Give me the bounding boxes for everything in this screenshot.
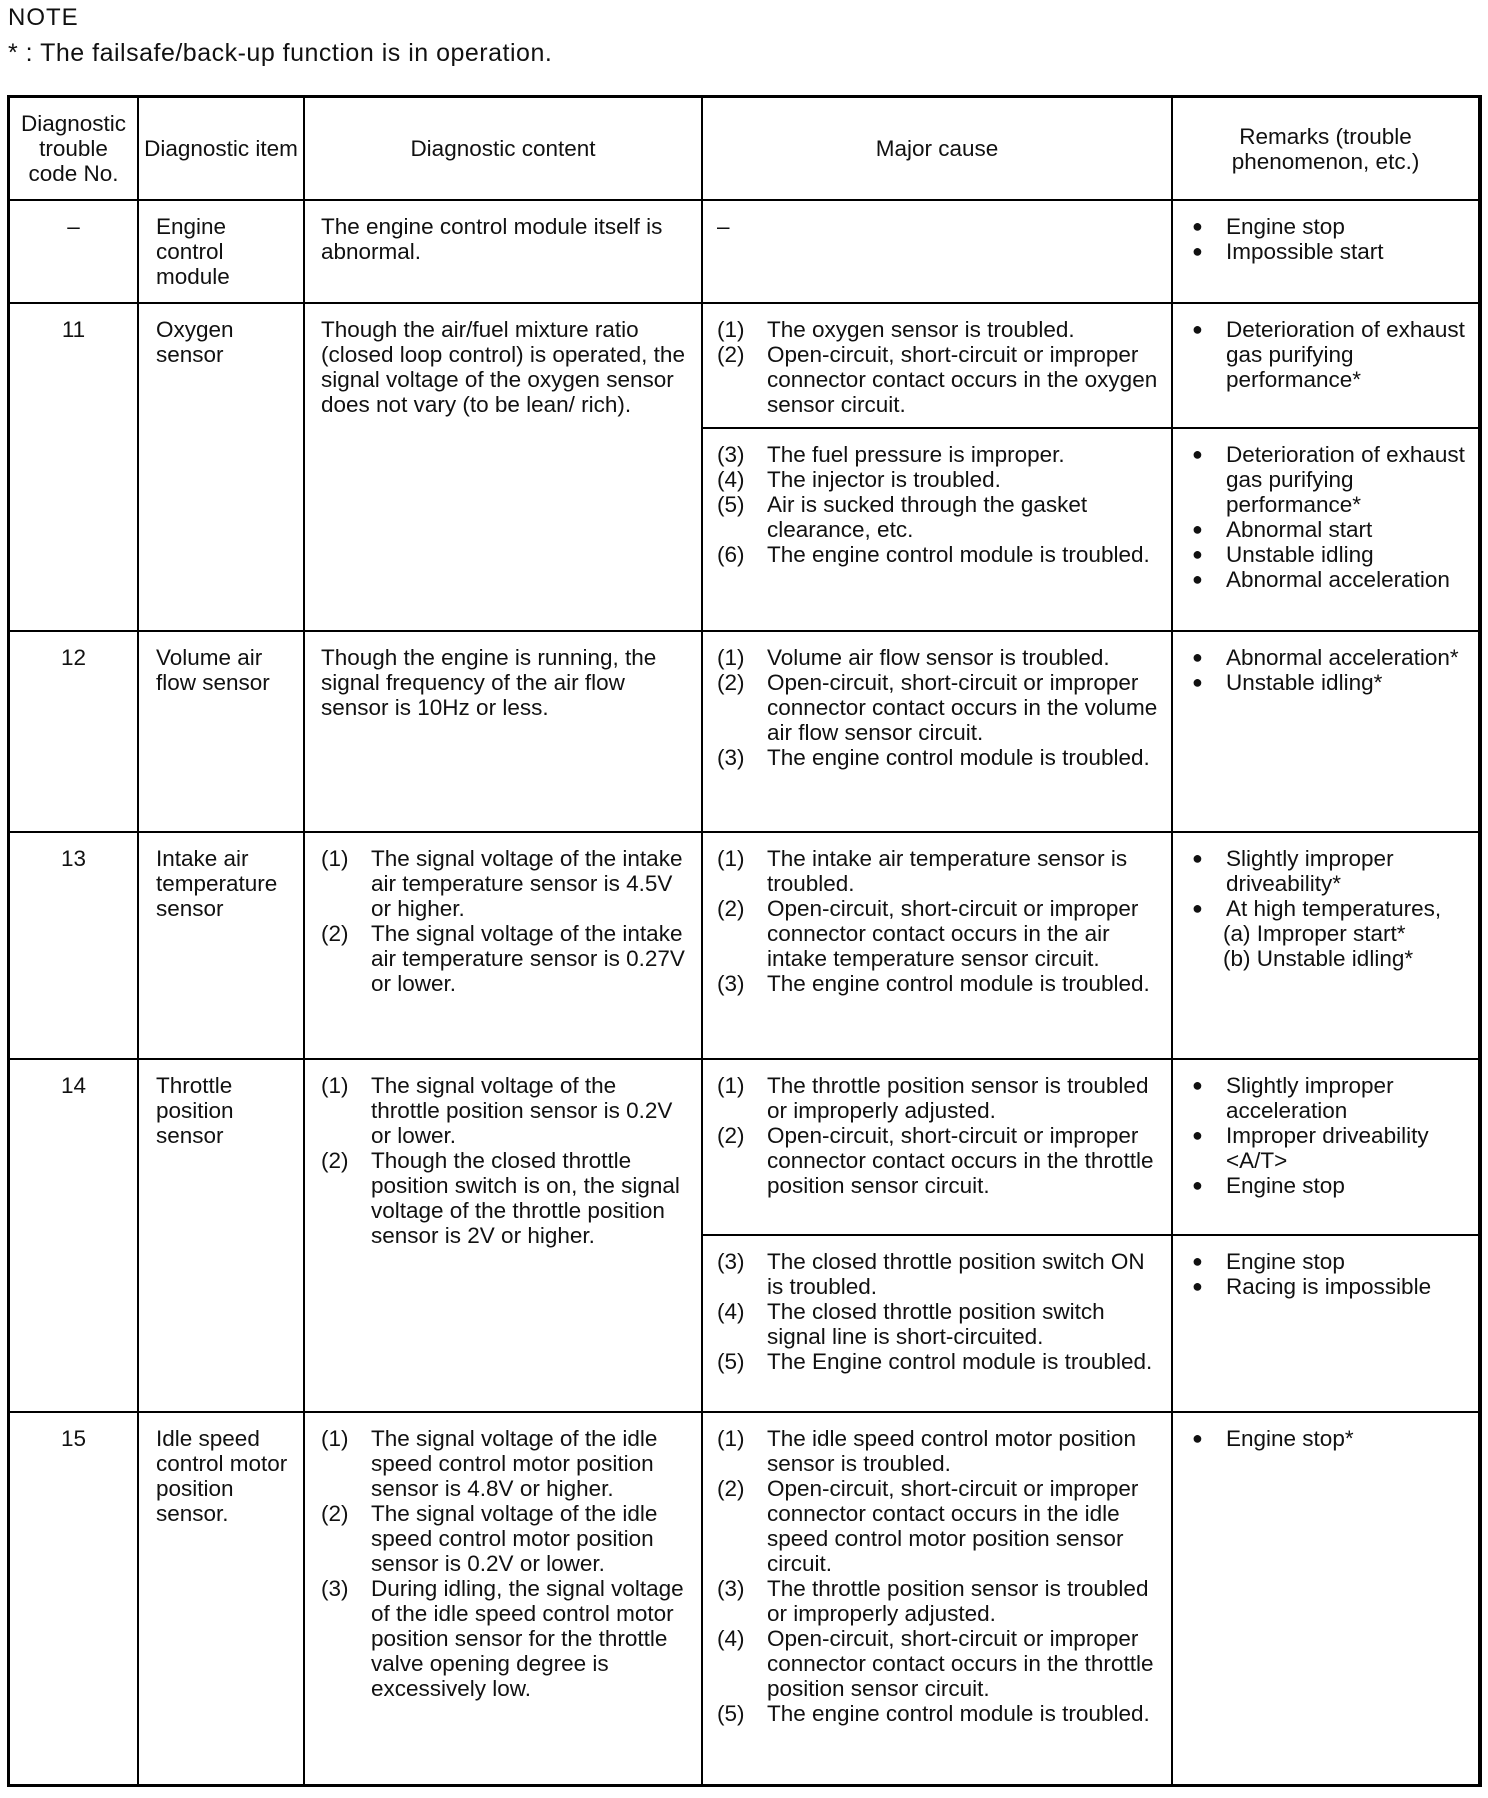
bullet-item	[1189, 1073, 1468, 1123]
numbered-item	[717, 745, 1161, 770]
bullet-item	[1189, 1426, 1468, 1451]
numbered-item	[717, 442, 1161, 467]
item-text: Deterioration of exhaust gas purifying performance*	[1226, 442, 1465, 517]
numbered-item	[717, 670, 1161, 745]
bullet-item	[1189, 645, 1468, 670]
content-cell: Though the air/fuel mixture ratio (closed loop control) is operated, the signal voltage of the oxygen sensor does not vary (to be lean/ rich).	[304, 303, 702, 631]
bullet-item	[1189, 896, 1468, 921]
item-text: The signal voltage of the intake air temperature sensor is 0.27V or lower.	[371, 921, 685, 996]
item-text: The throttle position sensor is troubled or improperly adjusted.	[767, 1576, 1149, 1626]
item-text: Impossible start	[1226, 239, 1384, 264]
bullet-icon: ●	[1192, 1175, 1203, 1195]
item-text: The signal voltage of the throttle position sensor is 0.2V or lower.	[371, 1073, 673, 1148]
item-text: Unstable idling*	[1226, 670, 1383, 695]
remarks-cell	[1172, 200, 1478, 303]
item-text: The idle speed control motor position sensor is troubled.	[767, 1426, 1136, 1476]
numbered-item	[717, 1123, 1161, 1198]
numbered-item	[321, 1073, 689, 1148]
item-text: The fuel pressure is improper.	[767, 442, 1065, 467]
item-text: At high temperatures,	[1226, 896, 1442, 921]
content-cell: The engine control module itself is abnormal.	[304, 200, 702, 303]
item-text: The closed throttle position switch signal line is short-circuited.	[767, 1299, 1105, 1349]
bullet-item	[1189, 567, 1468, 592]
numbered-item	[717, 467, 1161, 492]
item-cell: Engine control module	[138, 200, 304, 303]
bullet-icon: ●	[1192, 216, 1203, 236]
numbered-item	[717, 1576, 1161, 1626]
table-header-row	[10, 98, 1478, 200]
item-text: Abnormal start	[1226, 517, 1373, 542]
table-row	[10, 832, 1478, 1059]
item-number: (3)	[321, 1576, 349, 1601]
table-row	[10, 1412, 1478, 1787]
bullet-icon: ●	[1192, 241, 1203, 261]
cause-cell	[702, 832, 1172, 1059]
numbered-item	[717, 1349, 1161, 1374]
bullet-item	[1189, 1123, 1468, 1173]
item-cell: Throttle position sensor	[138, 1059, 304, 1412]
item-number: (1)	[321, 1073, 349, 1098]
numbered-item	[717, 1299, 1161, 1349]
item-text: The signal voltage of the idle speed control motor position sensor is 0.2V or lower.	[371, 1501, 658, 1576]
item-text: The closed throttle position switch ON is troubled.	[767, 1249, 1145, 1299]
item-number: (1)	[717, 1426, 745, 1451]
item-text: Abnormal acceleration*	[1226, 645, 1459, 670]
remarks-sub-item: (a) Improper start*	[1223, 921, 1406, 946]
bullet-item	[1189, 442, 1468, 517]
numbered-item	[717, 1701, 1161, 1726]
bullet-icon: ●	[1192, 519, 1203, 539]
item-number: (2)	[717, 1123, 745, 1148]
bullet-item	[1189, 1274, 1468, 1299]
bullet-item	[1189, 214, 1468, 239]
item-text: Open-circuit, short-circuit or improper connector contact occurs in the throttle position sensor circuit.	[767, 1626, 1154, 1701]
remarks-cell	[1172, 1059, 1478, 1235]
bullet-item	[1189, 317, 1468, 392]
item-text: Open-circuit, short-circuit or improper connector contact occurs in the idle speed control motor position sensor circuit.	[767, 1476, 1139, 1576]
item-text: Abnormal acceleration	[1226, 567, 1450, 592]
bullet-icon: ●	[1192, 444, 1203, 464]
item-number: (5)	[717, 1349, 745, 1374]
item-text: The signal voltage of the idle speed control motor position sensor is 4.8V or higher.	[371, 1426, 658, 1501]
numbered-item	[321, 921, 689, 996]
item-number: (3)	[717, 971, 745, 996]
item-text: Deterioration of exhaust gas purifying performance*	[1226, 317, 1465, 392]
numbered-item	[717, 492, 1161, 542]
remarks-cell	[1172, 1235, 1478, 1412]
bullet-icon: ●	[1192, 544, 1203, 564]
item-number: (4)	[717, 467, 745, 492]
item-text: The throttle position sensor is troubled or improperly adjusted.	[767, 1073, 1149, 1123]
header-code: Diagnostic trouble code No.	[10, 98, 138, 200]
item-text: Open-circuit, short-circuit or improper connector contact occurs in the oxygen sensor circuit.	[767, 342, 1158, 417]
item-text: The Engine control module is troubled.	[767, 1349, 1153, 1374]
bullet-icon: ●	[1192, 1075, 1203, 1095]
remarks-cell	[1172, 631, 1478, 832]
cause-cell	[702, 1412, 1172, 1787]
numbered-item	[717, 1249, 1161, 1299]
item-number: (6)	[717, 542, 745, 567]
numbered-item	[717, 971, 1161, 996]
bullet-icon: ●	[1192, 1125, 1203, 1145]
code-cell: 14	[10, 1059, 138, 1412]
item-number: (1)	[321, 1426, 349, 1451]
bullet-item	[1189, 670, 1468, 695]
cause-cell	[702, 303, 1172, 428]
code-cell: –	[10, 200, 138, 303]
note-block	[8, 4, 552, 68]
item-number: (4)	[717, 1626, 745, 1651]
cause-cell	[702, 1059, 1172, 1235]
content-cell	[304, 1059, 702, 1412]
remarks-cell	[1172, 832, 1478, 1059]
item-text: Air is sucked through the gasket clearance, etc.	[767, 492, 1088, 542]
numbered-item	[717, 317, 1161, 342]
bullet-item	[1189, 1173, 1468, 1198]
item-text: Open-circuit, short-circuit or improper connector contact occurs in the air intake temperature sensor circuit.	[767, 896, 1139, 971]
numbered-item	[321, 1576, 689, 1701]
item-number: (3)	[717, 1576, 745, 1601]
item-number: (2)	[321, 921, 349, 946]
code-cell: 15	[10, 1412, 138, 1787]
item-text: Open-circuit, short-circuit or improper connector contact occurs in the throttle position sensor circuit.	[767, 1123, 1154, 1198]
table-row	[10, 631, 1478, 832]
item-number: (2)	[717, 896, 745, 921]
item-text: Slightly improper driveability*	[1226, 846, 1394, 896]
item-text: Volume air flow sensor is troubled.	[767, 645, 1110, 670]
item-text: Open-circuit, short-circuit or improper connector contact occurs in the volume air flow sensor circuit.	[767, 670, 1158, 745]
item-number: (1)	[717, 846, 745, 871]
numbered-item	[717, 1073, 1161, 1123]
bullet-item	[1189, 542, 1468, 567]
note-title: NOTE	[8, 4, 79, 31]
item-text: Unstable idling	[1226, 542, 1374, 567]
table-row	[10, 200, 1478, 303]
numbered-item	[717, 342, 1161, 417]
diagnostic-table	[10, 98, 1478, 1787]
bullet-icon: ●	[1192, 898, 1203, 918]
header-item: Diagnostic item	[138, 98, 304, 200]
numbered-item	[717, 542, 1161, 567]
remarks-cell	[1172, 1412, 1478, 1787]
item-number: (3)	[717, 442, 745, 467]
header-content: Diagnostic content	[304, 98, 702, 200]
item-text: Engine stop	[1226, 1173, 1345, 1198]
item-cell: Intake air temperature sensor	[138, 832, 304, 1059]
note-text: * : The failsafe/back-up function is in operation.	[8, 39, 553, 67]
remarks-cell	[1172, 303, 1478, 428]
cause-cell: –	[702, 200, 1172, 303]
numbered-item	[321, 846, 689, 921]
numbered-item	[717, 645, 1161, 670]
item-number: (2)	[321, 1148, 349, 1173]
item-number: (2)	[717, 670, 745, 695]
cause-cell	[702, 428, 1172, 631]
bullet-icon: ●	[1192, 647, 1203, 667]
item-number: (1)	[717, 1073, 745, 1098]
content-cell	[304, 832, 702, 1059]
item-number: (5)	[717, 1701, 745, 1726]
item-text: Racing is impossible	[1226, 1274, 1432, 1299]
code-cell: 13	[10, 832, 138, 1059]
table-row	[10, 1059, 1478, 1235]
numbered-item	[717, 1476, 1161, 1576]
item-text: Slightly improper acceleration	[1226, 1073, 1394, 1123]
item-text: The engine control module is troubled.	[767, 971, 1150, 996]
numbered-item	[321, 1426, 689, 1501]
table-row	[10, 303, 1478, 428]
item-text: The injector is troubled.	[767, 467, 1001, 492]
item-text: The oxygen sensor is troubled.	[767, 317, 1075, 342]
item-number: (3)	[717, 1249, 745, 1274]
item-number: (1)	[717, 317, 745, 342]
item-number: (1)	[717, 645, 745, 670]
item-cell: Oxygen sensor	[138, 303, 304, 631]
item-text: Improper driveability <A/T>	[1226, 1123, 1429, 1173]
remarks-cell	[1172, 428, 1478, 631]
bullet-icon: ●	[1192, 672, 1203, 692]
cause-cell	[702, 631, 1172, 832]
bullet-item	[1189, 239, 1468, 264]
item-text: The engine control module is troubled.	[767, 542, 1150, 567]
bullet-item	[1189, 1249, 1468, 1274]
item-text: The engine control module is troubled.	[767, 1701, 1150, 1726]
item-number: (1)	[321, 846, 349, 871]
item-text: Though the closed throttle position switch is on, the signal voltage of the throttle position sensor is 2V or higher.	[371, 1148, 680, 1248]
item-number: (2)	[717, 1476, 745, 1501]
bullet-icon: ●	[1192, 569, 1203, 589]
numbered-item	[321, 1501, 689, 1576]
bullet-icon: ●	[1192, 1428, 1203, 1448]
bullet-icon: ●	[1192, 848, 1203, 868]
item-number: (4)	[717, 1299, 745, 1324]
content-cell: Though the engine is running, the signal frequency of the air flow sensor is 10Hz or less.	[304, 631, 702, 832]
item-text: The signal voltage of the intake air temperature sensor is 4.5V or higher.	[371, 846, 683, 921]
item-cell: Idle speed control motor position sensor.	[138, 1412, 304, 1787]
item-text: Engine stop	[1226, 214, 1345, 239]
header-cause: Major cause	[702, 98, 1172, 200]
bullet-icon: ●	[1192, 319, 1203, 339]
item-number: (2)	[321, 1501, 349, 1526]
diagnostic-table-frame	[7, 95, 1482, 1787]
numbered-item	[717, 846, 1161, 896]
code-cell: 12	[10, 631, 138, 832]
bullet-icon: ●	[1192, 1276, 1203, 1296]
content-cell	[304, 1412, 702, 1787]
item-text: The engine control module is troubled.	[767, 745, 1150, 770]
item-text: The intake air temperature sensor is troubled.	[767, 846, 1128, 896]
remarks-sub-item: (b) Unstable idling*	[1223, 946, 1414, 971]
cause-cell	[702, 1235, 1172, 1412]
item-number: (3)	[717, 745, 745, 770]
numbered-item	[321, 1148, 689, 1248]
item-cell: Volume air flow sensor	[138, 631, 304, 832]
item-number: (2)	[717, 342, 745, 367]
item-text: During idling, the signal voltage of the idle speed control motor position sensor for the throttle valve opening degree is excessively low.	[371, 1576, 684, 1701]
bullet-item	[1189, 517, 1468, 542]
numbered-item	[717, 1426, 1161, 1476]
item-number: (5)	[717, 492, 745, 517]
header-remarks: Remarks (trouble phenomenon, etc.)	[1172, 98, 1478, 200]
bullet-icon: ●	[1192, 1251, 1203, 1271]
item-text: Engine stop*	[1226, 1426, 1354, 1451]
numbered-item	[717, 896, 1161, 971]
item-text: Engine stop	[1226, 1249, 1345, 1274]
numbered-item	[717, 1626, 1161, 1701]
bullet-item	[1189, 846, 1468, 896]
code-cell: 11	[10, 303, 138, 631]
